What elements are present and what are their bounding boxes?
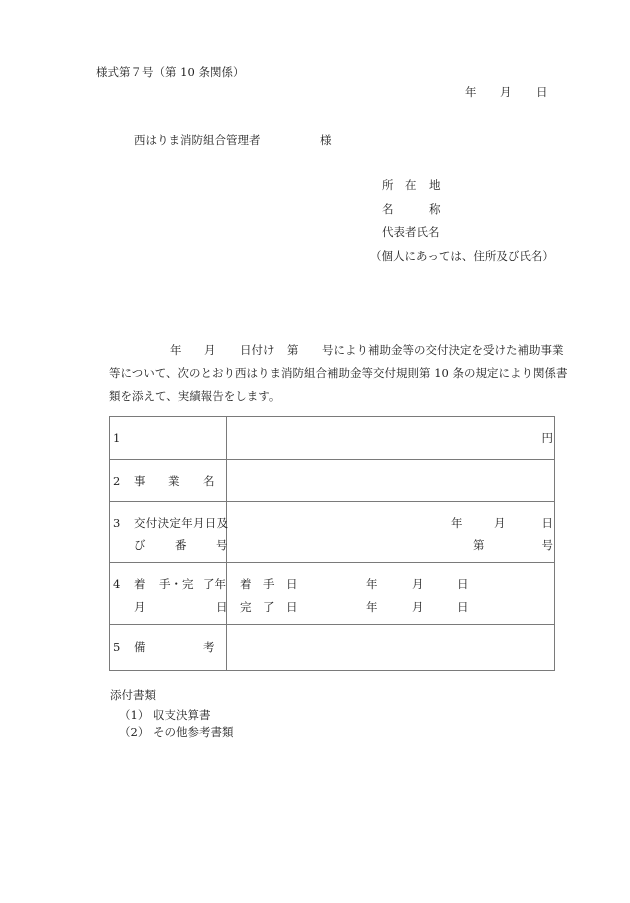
row4-end-label-char: 完: [240, 600, 252, 614]
row4-label-char: 着: [134, 577, 146, 591]
row3-year: 年: [451, 516, 463, 530]
body-line2: 等について、次のとおり西はりま消防組合補助金等交付規則第 10 条の規定により関係書: [109, 366, 568, 380]
table-row-remarks: [110, 625, 555, 671]
row3-label-cell: [110, 502, 227, 563]
row2-label-char: 事: [134, 474, 146, 488]
body-line1-rest: 号により補助金等の交付決定を受けた補助事業: [322, 343, 564, 357]
row4-start-year: 年: [366, 577, 378, 591]
row3-value-cell[interactable]: [227, 502, 555, 563]
body-line3: 類を添えて、実績報告をします。: [109, 389, 281, 403]
representative-label: 代表者氏名: [382, 225, 440, 239]
attachment-number: （1）: [119, 708, 150, 722]
row4-start-label-char: 手: [263, 577, 275, 591]
attachment-number: （2）: [119, 725, 150, 739]
row4-start-day: 日: [457, 577, 469, 591]
row4-end-month: 月: [412, 600, 424, 614]
row4-start-label-char: 日: [286, 577, 298, 591]
attachment-text: 収支決算書: [153, 708, 211, 722]
address-label-3: 地: [429, 178, 441, 192]
row3-label-line1: 交付決定年月日及: [134, 516, 229, 530]
address-label-1: 所: [382, 178, 394, 192]
row2-label-char: 業: [168, 474, 180, 488]
row2-number: 2: [113, 474, 121, 488]
row3-number: 3: [113, 516, 121, 530]
row4-end-day: 日: [457, 600, 469, 614]
name-label-1: 名: [382, 202, 394, 216]
date-year: 年: [465, 85, 477, 99]
attachment-text: その他参考書類: [153, 725, 234, 739]
row3-number-suffix: 号: [541, 538, 553, 552]
row3-label-char: 番: [175, 538, 187, 552]
row5-label-char: 備: [134, 640, 146, 654]
row5-label-cell: [110, 625, 227, 671]
body-day-dated: 日付け: [240, 343, 275, 357]
row4-label-char: 手・完: [159, 577, 194, 591]
form-number: 様式第７号（第 10 条関係）: [96, 65, 245, 79]
row2-value-cell[interactable]: [227, 460, 555, 502]
row1-number: 1: [113, 431, 121, 445]
row2-label-cell: [110, 460, 227, 502]
row4-start-month: 月: [412, 577, 424, 591]
name-label-2: 称: [429, 202, 441, 216]
row4-label-char: 日: [216, 600, 228, 614]
table-row-amount: [110, 417, 555, 460]
attachments-title: 添付書類: [110, 688, 156, 702]
row4-label-cell: [110, 563, 227, 625]
body-month: 月: [204, 343, 216, 357]
row3-day: 日: [541, 516, 553, 530]
date-month: 月: [500, 85, 512, 99]
row4-end-label-char: 日: [286, 600, 298, 614]
report-table: [109, 416, 555, 671]
row3-number-prefix: 第: [473, 538, 485, 552]
row1-unit: 円: [541, 431, 553, 445]
row4-value-cell[interactable]: [227, 563, 555, 625]
individual-note: （個人にあっては、住所及び氏名）: [370, 249, 554, 263]
row1-label-cell: [110, 417, 227, 460]
row3-label-char: 号: [216, 538, 228, 552]
row5-number: 5: [113, 640, 121, 654]
row5-label-char: 考: [203, 640, 215, 654]
row5-value-cell[interactable]: [227, 625, 555, 671]
addressee-name: 西はりま消防組合管理者: [134, 133, 261, 147]
row4-end-year: 年: [366, 600, 378, 614]
table-row-period: [110, 563, 555, 625]
body-year: 年: [170, 343, 182, 357]
table-row-decision: [110, 502, 555, 563]
address-label-2: 在: [405, 178, 417, 192]
row1-value-cell[interactable]: [227, 417, 555, 460]
row4-number: 4: [113, 577, 121, 591]
row4-label-char: 月: [134, 600, 146, 614]
row3-month: 月: [494, 516, 506, 530]
body-number-prefix: 第: [287, 343, 299, 357]
table-row-project-name: [110, 460, 555, 502]
row4-end-label-char: 了: [263, 600, 275, 614]
addressee-honorific: 様: [320, 133, 332, 147]
date-day: 日: [536, 85, 548, 99]
row3-label-char: び: [134, 538, 146, 552]
row4-label-char: 了年: [203, 577, 226, 591]
row4-start-label-char: 着: [240, 577, 252, 591]
row2-label-char: 名: [203, 474, 215, 488]
